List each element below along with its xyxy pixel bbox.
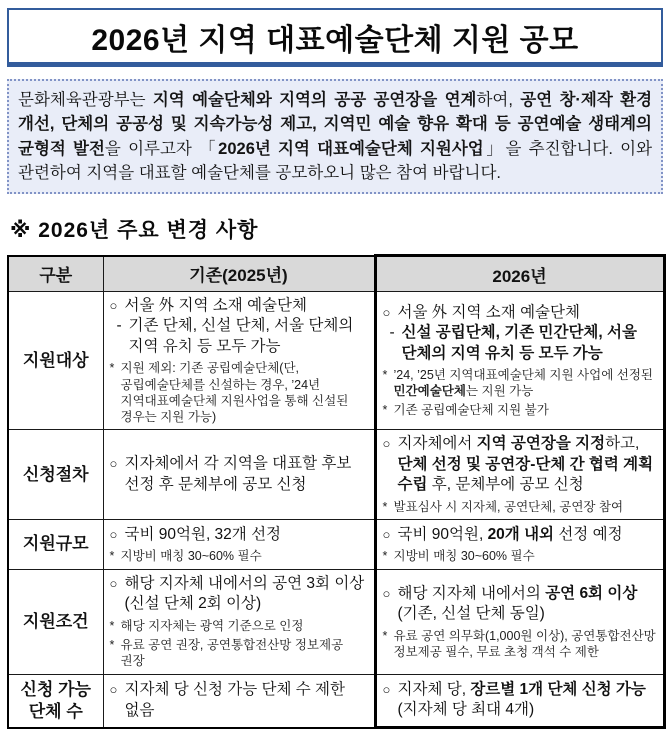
- cell-line-note: [383, 499, 657, 515]
- line-text: 지원 제외: 기존 공립예술단체(단, 공립예술단체를 신설하는 경우, ’24년 지역대표예술단체 지원사업을 통해 신설된 경우는 지원 가능): [120, 361, 349, 425]
- bullet-marker: ○: [109, 456, 118, 472]
- cell-2026: [375, 519, 664, 569]
- cell-line-dash: [110, 316, 368, 357]
- line-text: 지자체 당 신청 가능 단체 수 제한 없음: [124, 681, 345, 719]
- line-text: 지자체 당, 장르별 1개 단체 신청 가능(지자체 당 최대 4개): [397, 681, 646, 719]
- line-text: 신설 공립단체, 기존 민간단체, 서울 단체의 지역 유치 등 모두 가능: [401, 324, 637, 362]
- line-text: 기존 단체, 신설 단체, 서울 단체의 지역 유치 등 모두 가능: [128, 317, 354, 355]
- line-text: 유료 공연 권장, 공연통합전산망 정보제공 권장: [120, 638, 344, 669]
- note-marker: *: [382, 549, 388, 564]
- page-title: 2026년 지역 대표예술단체 지원 공모: [91, 24, 579, 57]
- note-marker: *: [109, 618, 115, 633]
- cell-line-bullet: [383, 525, 657, 545]
- cell-line-note: [110, 360, 368, 425]
- cell-line-note: [110, 618, 368, 634]
- line-text: 지방비 매칭 30~60% 필수: [120, 549, 262, 564]
- row-label: 지원대상: [8, 292, 103, 430]
- cell-line-bullet: [110, 454, 368, 495]
- section-heading: ※ 2026년 주요 변경 사항: [10, 219, 259, 242]
- dash-marker: -: [389, 324, 395, 342]
- cell-2025: [103, 292, 375, 430]
- cell-2025: [103, 430, 375, 520]
- cell-line-note: [110, 548, 368, 564]
- cell-line-bullet: [383, 584, 657, 625]
- cell-2025: [103, 519, 375, 569]
- cell-2026: [375, 430, 664, 520]
- cell-line-note: [383, 548, 657, 564]
- cell-line-bullet: [110, 680, 368, 721]
- note-marker: *: [382, 403, 388, 418]
- line-text: 국비 90억원, 20개 내외 선정 예정: [397, 525, 623, 543]
- col-header-2026: 2026년: [375, 256, 664, 292]
- cell-2026: [375, 569, 664, 674]
- cell-line-bullet: [383, 434, 657, 495]
- cell-line-note: [383, 402, 657, 418]
- table-row-support-target: [8, 292, 664, 430]
- cell-line-dash: [383, 323, 657, 364]
- bullet-marker: ○: [382, 682, 391, 698]
- bullet-marker: ○: [382, 585, 391, 601]
- intro-paragraph: 문화체육관광부는 지역 예술단체와 지역의 공공 공연장을 연계하여, 공연 창·제작 환경 개선, 단체의 공공성 및 지속가능성 제고, 지역민 예술 향유 확대 등 공연예술 생태계의 균형적 발전을 이루고자 「2026년 지역 대표예술단체 지원사업」을 추진합니다. 이와 관련하여 지역을 대표할 예술단체를 공모하오니 많은 참여 바랍니다.: [18, 91, 653, 182]
- line-text: 해당 지자체는 광역 기준으로 인정: [120, 618, 304, 633]
- row-label: 지원규모: [8, 519, 103, 569]
- intro-box: [7, 79, 663, 194]
- bullet-marker: ○: [109, 298, 118, 313]
- cell-2026: [375, 674, 664, 728]
- table-row-applicable-group-count: [8, 674, 664, 728]
- line-text: 국비 90억원, 32개 선정: [124, 525, 282, 543]
- cell-line-note: [383, 367, 657, 400]
- bullet-marker: ○: [382, 526, 391, 542]
- bullet-marker: ○: [382, 436, 391, 452]
- row-label: 신청절차: [8, 430, 103, 520]
- note-marker: *: [109, 549, 115, 564]
- cell-line-bullet: [110, 525, 368, 545]
- line-text: 발표심사 시 지자체, 공연단체, 공연장 참여: [393, 499, 624, 514]
- line-text: 지자체에서 지역 공연장을 지정하고, 단체 선정 및 공연장-단체 간 협력 계획 수립 후, 문체부에 공모 신청: [397, 435, 654, 494]
- row-label: 신청 가능 단체 수: [8, 674, 103, 728]
- bullet-marker: ○: [109, 526, 118, 542]
- line-text: 해당 지자체 내에서의 공연 6회 이상 (기존, 신설 단체 동일): [397, 584, 638, 623]
- cell-line-bullet: [383, 303, 657, 323]
- table-row-support-conditions: [8, 569, 664, 674]
- cell-line-bullet: [110, 574, 368, 615]
- changes-table: [7, 254, 666, 729]
- bullet-marker: ○: [109, 575, 118, 591]
- line-text: ’24, ’25년 지역대표예술단체 지원 사업에 선정된 민간예술단체는 지원 가능: [393, 367, 653, 399]
- cell-2026: [375, 292, 664, 430]
- table-header-row: [8, 256, 664, 292]
- line-text: 지자체에서 각 지역을 대표할 후보 선정 후 문체부에 공모 신청: [124, 455, 352, 493]
- cell-line-bullet: [383, 680, 657, 721]
- line-text: 해당 지자체 내에서의 공연 3회 이상 (신설 단체 2회 이상): [124, 574, 365, 613]
- note-marker: *: [382, 628, 388, 643]
- line-text: 서울 外 지역 소재 예술단체: [124, 297, 307, 314]
- cell-2025: [103, 674, 375, 728]
- note-marker: *: [109, 638, 115, 653]
- table-row-application-procedure: [8, 430, 664, 520]
- line-text: 유료 공연 의무화(1,000원 이상), 공연통합전산망 정보제공 필수, 무료 초청 객석 수 제한: [393, 628, 656, 659]
- line-text: 서울 外 지역 소재 예술단체: [397, 303, 580, 321]
- line-text: 기존 공립예술단체 지원 불가: [393, 403, 549, 418]
- line-text: 지방비 매칭 30~60% 필수: [393, 549, 535, 564]
- col-header-category: 구분: [8, 256, 103, 292]
- row-label: 지원조건: [8, 569, 103, 674]
- dash-marker: -: [116, 317, 122, 335]
- note-marker: *: [109, 361, 115, 376]
- title-banner: [7, 8, 663, 67]
- cell-line-bullet: [110, 296, 368, 316]
- cell-line-note: [383, 628, 657, 661]
- bullet-marker: ○: [109, 682, 118, 698]
- cell-line-note: [110, 637, 368, 670]
- col-header-2025: 기존(2025년): [103, 256, 375, 292]
- note-marker: *: [382, 499, 388, 514]
- note-marker: *: [382, 367, 388, 382]
- bullet-marker: ○: [382, 304, 391, 320]
- cell-2025: [103, 569, 375, 674]
- table-row-support-scale: [8, 519, 664, 569]
